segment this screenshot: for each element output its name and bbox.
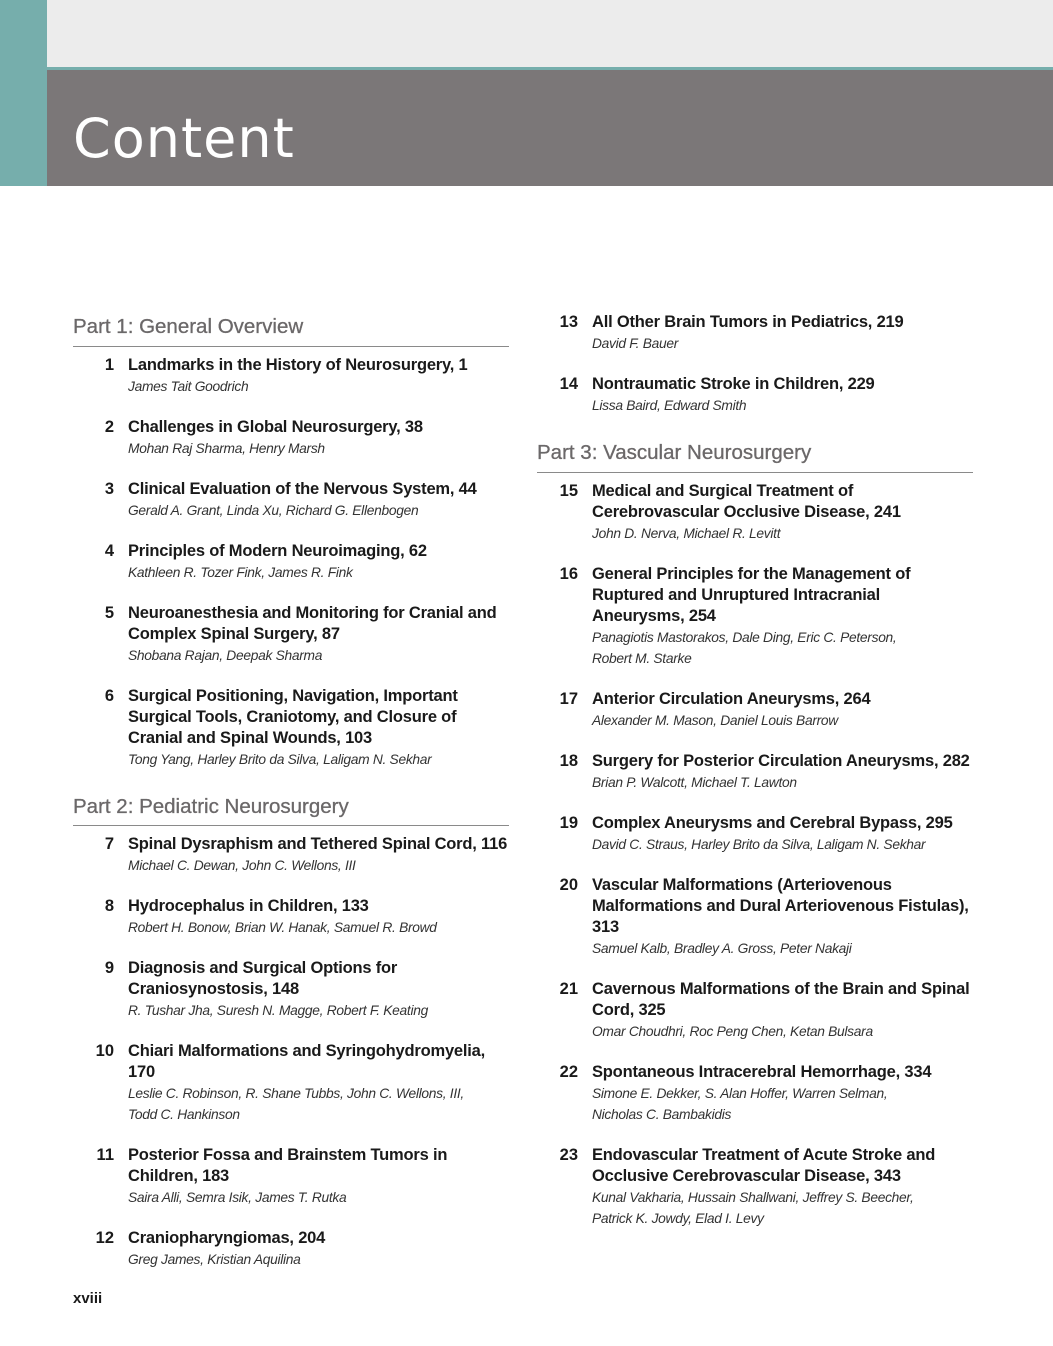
chapter-body	[114, 603, 509, 666]
toc-entry[interactable]	[73, 355, 509, 397]
toc-entry[interactable]	[537, 481, 973, 544]
chapter-body	[578, 979, 973, 1042]
chapter-number-cell	[537, 979, 578, 1042]
toc-entry[interactable]	[73, 1041, 509, 1125]
chapter-number: 16	[559, 564, 578, 583]
chapter-number-cell	[73, 686, 114, 770]
chapter-number: 21	[559, 979, 578, 998]
chapter-number-cell	[537, 374, 578, 416]
chapter-number-cell	[537, 875, 578, 959]
chapter-number: 9	[104, 959, 114, 978]
chapter-number-cell	[73, 1145, 114, 1208]
chapter-title[interactable]: Posterior Fossa and Brainstem Tumors in Children, 183	[128, 1146, 448, 1186]
chapter-number-cell	[73, 417, 114, 459]
chapter-body	[578, 875, 973, 959]
toc-entry[interactable]	[537, 1062, 973, 1125]
chapter-number-cell	[537, 481, 578, 544]
toc-entry[interactable]	[537, 689, 973, 731]
chapter-title[interactable]: General Principles for the Management of Ruptured and Unruptured Intracranial Aneurysms, 254	[592, 564, 911, 625]
chapter-number: 17	[559, 689, 578, 708]
chapter-body	[578, 689, 973, 731]
chapter-authors: R. Tushar Jha, Suresh N. Magge, Robert F. Keating	[128, 1003, 428, 1019]
chapter-number: 2	[104, 417, 114, 436]
chapter-number: 1	[104, 355, 114, 374]
toc-entry[interactable]	[73, 686, 509, 770]
chapter-body	[578, 1062, 973, 1125]
chapter-number-cell	[537, 1145, 578, 1229]
chapter-authors: Alexander M. Mason, Daniel Louis Barrow	[592, 712, 838, 728]
chapter-authors: Omar Choudhri, Roc Peng Chen, Ketan Bulsara	[592, 1023, 873, 1039]
chapter-authors: Greg James, Kristian Aquilina	[128, 1252, 301, 1268]
chapter-authors: David F. Bauer	[592, 336, 679, 351]
chapter-authors: Leslie C. Robinson, R. Shane Tubbs, John C. Wellons, III,	[128, 1086, 464, 1102]
chapter-body	[578, 564, 973, 669]
chapter-number-cell	[73, 479, 114, 521]
chapter-authors: Patrick K. Jowdy, Elad I. Levy	[592, 1210, 764, 1226]
chapter-number: 13	[559, 313, 578, 331]
toc-entry[interactable]	[73, 479, 509, 521]
chapter-number-cell	[537, 689, 578, 731]
chapter-title[interactable]: Neuroanesthesia and Monitoring for Cranial and Complex Spinal Surgery, 87	[128, 603, 497, 643]
chapter-number: 14	[559, 375, 578, 393]
chapter-number-cell	[537, 312, 578, 354]
page-number: xviii	[73, 1290, 103, 1307]
chapter-authors: Mohan Raj Sharma, Henry Marsh	[128, 440, 325, 456]
chapter-authors: Lissa Baird, Edward Smith	[592, 398, 747, 413]
chapter-number-cell	[73, 355, 114, 397]
toc-entry[interactable]	[73, 603, 509, 666]
chapter-authors: Simone E. Dekker, S. Alan Hoffer, Warren Selman,	[592, 1085, 888, 1101]
chapter-authors: Gerald A. Grant, Linda Xu, Richard G. Ellenbogen	[128, 502, 419, 518]
chapter-body	[578, 481, 973, 544]
chapter-body	[114, 686, 509, 770]
part3-entries	[537, 481, 973, 1229]
toc-right-column	[537, 312, 973, 1249]
chapter-number: 6	[104, 686, 114, 705]
chapter-number: 10	[95, 1042, 114, 1061]
chapter-number-cell	[537, 1062, 578, 1125]
chapter-body	[114, 1228, 509, 1270]
chapter-body	[114, 896, 509, 938]
chapter-title[interactable]: Anterior Circulation Aneurysms, 264	[592, 689, 871, 708]
toc-entry[interactable]	[73, 834, 509, 876]
chapter-authors: Shobana Rajan, Deepak Sharma	[128, 647, 323, 663]
chapter-title[interactable]: Surgical Positioning, Navigation, Important Surgical Tools, Craniotomy, and Closure of Cranial and Spinal Wounds, 103	[128, 686, 458, 747]
toc-entry[interactable]	[537, 813, 973, 855]
chapter-body	[114, 541, 509, 583]
chapter-number: 7	[104, 835, 114, 854]
chapter-title[interactable]: Surgery for Posterior Circulation Aneurysms, 282	[592, 751, 970, 770]
chapter-authors: Panagiotis Mastorakos, Dale Ding, Eric C. Peterson,	[592, 629, 897, 645]
toc-entry[interactable]	[537, 979, 973, 1042]
chapter-authors: Saira Alli, Semra Isik, James T. Rutka	[128, 1190, 347, 1206]
toc-entry[interactable]	[73, 1228, 509, 1270]
part-heading-1: Part 1: General Overview	[73, 310, 509, 347]
chapter-title[interactable]: Endovascular Treatment of Acute Stroke and Occlusive Cerebrovascular Disease, 343	[592, 1145, 936, 1185]
chapter-authors: Brian P. Walcott, Michael T. Lawton	[592, 774, 797, 790]
chapter-body	[578, 312, 973, 354]
chapter-number-cell	[73, 834, 114, 876]
toc-entry[interactable]	[73, 417, 509, 459]
chapter-authors: Nicholas C. Bambakidis	[592, 1106, 732, 1122]
chapter-body	[114, 1041, 509, 1125]
chapter-body	[114, 479, 509, 521]
chapter-number-cell	[73, 958, 114, 1021]
chapter-title[interactable]: Cavernous Malformations of the Brain and Spinal Cord, 325	[592, 979, 970, 1019]
chapter-title[interactable]: Challenges in Global Neurosurgery, 38	[128, 417, 423, 436]
chapter-body	[578, 813, 973, 855]
chapter-number-cell	[537, 751, 578, 793]
chapter-number-cell	[73, 1041, 114, 1125]
chapter-number: 11	[96, 1146, 114, 1165]
chapter-title[interactable]: Principles of Modern Neuroimaging, 62	[128, 541, 427, 560]
chapter-authors: Samuel Kalb, Bradley A. Gross, Peter Nakaji	[592, 940, 852, 956]
part2-entries	[73, 834, 509, 1270]
toc-entry[interactable]	[537, 312, 973, 354]
chapter-number: 8	[104, 897, 114, 916]
chapter-number: 23	[559, 1145, 578, 1164]
chapter-number-cell	[537, 813, 578, 855]
chapter-number: 4	[104, 541, 114, 560]
chapter-authors: Michael C. Dewan, John C. Wellons, III	[128, 858, 356, 874]
chapter-body	[114, 834, 509, 876]
chapter-authors: Kathleen R. Tozer Fink, James R. Fink	[128, 564, 353, 580]
chapter-authors: Tong Yang, Harley Brito da Silva, Laligam N. Sekhar	[128, 751, 432, 767]
chapter-body	[578, 751, 973, 793]
chapter-authors: Kunal Vakharia, Hussain Shallwani, Jeffrey S. Beecher,	[592, 1189, 914, 1205]
teal-accent-strip	[0, 0, 47, 186]
chapter-number-cell	[73, 896, 114, 938]
part1-entries	[73, 355, 509, 770]
page-title: Content	[73, 107, 295, 170]
chapter-title[interactable]: Craniopharyngiomas, 204	[128, 1229, 326, 1248]
chapter-title[interactable]: Spontaneous Intracerebral Hemorrhage, 334	[592, 1062, 932, 1081]
chapter-body	[578, 374, 973, 416]
chapter-number: 15	[559, 481, 578, 500]
chapter-number: 5	[104, 603, 114, 622]
chapter-title[interactable]: Complex Aneurysms and Cerebral Bypass, 295	[592, 813, 953, 832]
chapter-number-cell	[537, 564, 578, 669]
chapter-number: 12	[95, 1229, 114, 1248]
toc-entry[interactable]	[537, 374, 973, 416]
chapter-authors: Todd C. Hankinson	[128, 1107, 240, 1123]
toc-entry[interactable]	[537, 751, 973, 793]
chapter-authors: James Tait Goodrich	[128, 378, 249, 394]
chapter-authors: John D. Nerva, Michael R. Levitt	[592, 525, 781, 541]
part-heading-3: Part 3: Vascular Neurosurgery	[537, 436, 973, 473]
chapter-authors: Robert H. Bonow, Brian W. Hanak, Samuel R. Browd	[128, 920, 437, 936]
toc-entry[interactable]	[73, 896, 509, 938]
chapter-body	[578, 1145, 973, 1229]
chapter-title[interactable]: Spinal Dysraphism and Tethered Spinal Cord, 116	[128, 835, 508, 854]
chapter-title[interactable]: Nontraumatic Stroke in Children, 229	[592, 375, 875, 393]
chapter-number-cell	[73, 1228, 114, 1270]
chapter-body	[114, 1145, 509, 1208]
chapter-title[interactable]: Landmarks in the History of Neurosurgery, 1	[128, 355, 468, 374]
toc-entry[interactable]	[537, 564, 973, 669]
chapter-title[interactable]: Clinical Evaluation of the Nervous System, 44	[128, 479, 477, 498]
toc-entry[interactable]	[537, 875, 973, 959]
chapter-title[interactable]: Vascular Malformations (Arteriovenous Malformations and Dural Arteriovenous Fistulas), 313	[592, 875, 969, 936]
chapter-body	[114, 958, 509, 1021]
chapter-number: 22	[559, 1062, 578, 1081]
toc-left-column	[73, 310, 509, 1290]
toc-entry[interactable]	[73, 958, 509, 1021]
part2-continued-entries	[537, 312, 973, 416]
chapter-number-cell	[73, 603, 114, 666]
toc-entry[interactable]	[537, 1145, 973, 1229]
chapter-title[interactable]: Diagnosis and Surgical Options for Craniosynostosis, 148	[128, 959, 398, 999]
toc-entry[interactable]	[73, 1145, 509, 1208]
part-heading-2: Part 2: Pediatric Neurosurgery	[73, 790, 509, 827]
chapter-authors: Robert M. Starke	[592, 650, 692, 666]
chapter-title[interactable]: Medical and Surgical Treatment of Cerebrovascular Occlusive Disease, 241	[592, 481, 901, 521]
chapter-number-cell	[73, 541, 114, 583]
chapter-body	[114, 355, 509, 397]
chapter-number: 20	[559, 875, 578, 894]
chapter-number: 3	[104, 479, 114, 498]
toc-entry[interactable]	[73, 541, 509, 583]
chapter-authors: David C. Straus, Harley Brito da Silva, Laligam N. Sekhar	[592, 836, 926, 852]
chapter-title[interactable]: Hydrocephalus in Children, 133	[128, 897, 369, 916]
chapter-title[interactable]: All Other Brain Tumors in Pediatrics, 219	[592, 313, 904, 331]
chapter-body	[114, 417, 509, 459]
chapter-title[interactable]: Chiari Malformations and Syringohydromyelia, 170	[128, 1042, 486, 1082]
top-band	[0, 0, 1053, 67]
chapter-number: 18	[559, 751, 578, 770]
chapter-number: 19	[559, 813, 578, 832]
